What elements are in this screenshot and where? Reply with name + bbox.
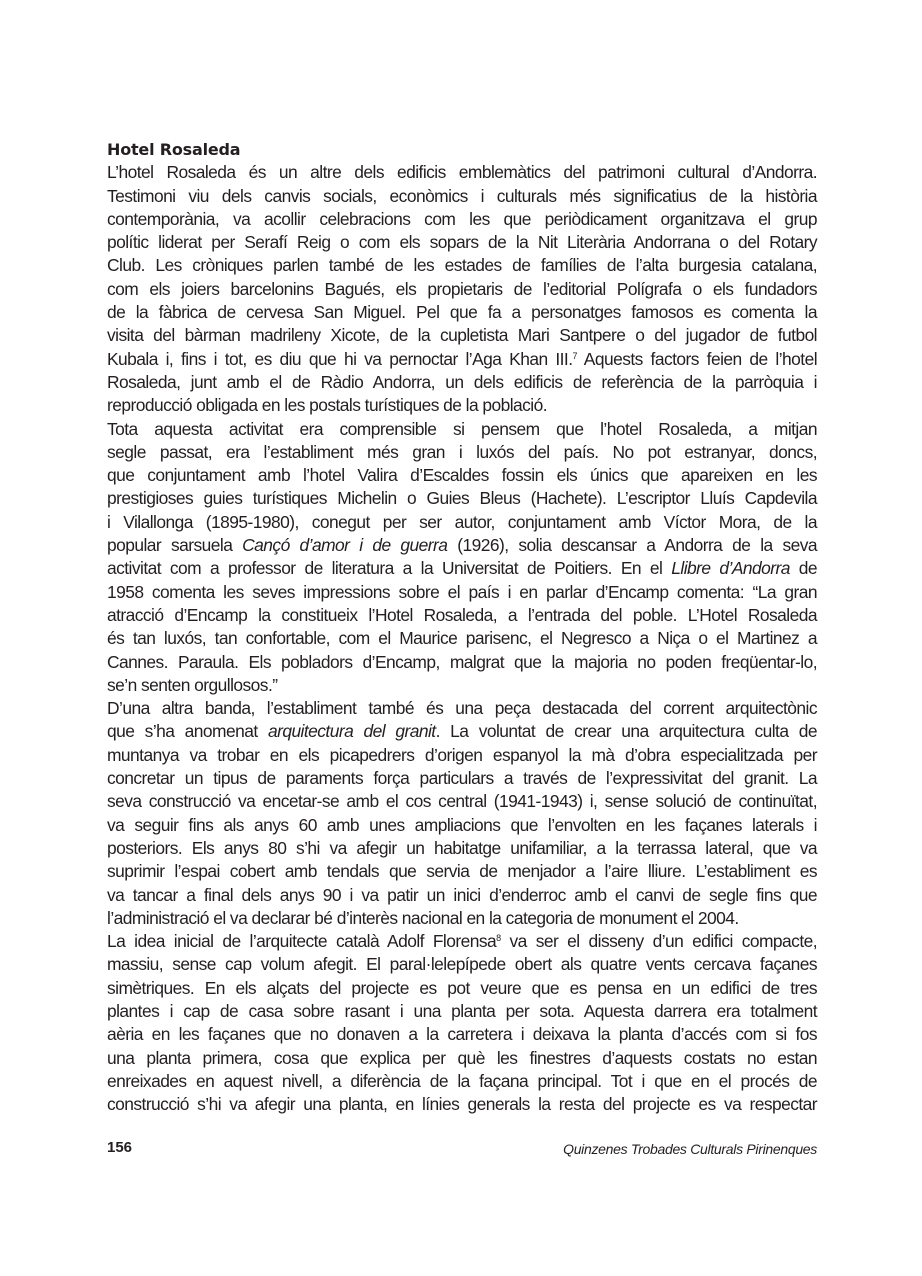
text-line: L’hotel Rosaleda és un altre dels edificis emblemàtics del patrimoni cultural d’Andorra. (107, 162, 817, 183)
text-line: muntanya va trobar en els picapedrers d’origen espanyol la mà d’obra especialitzada per (107, 744, 817, 765)
text-run: La idea inicial de l’arquitecte català Adolf Florensa (107, 931, 497, 952)
text-line: Testimoni viu dels canvis socials, econòmics i culturals més significatius de la història (107, 185, 817, 206)
text-run: . La voluntat de crear una arquitectura culta de (435, 721, 817, 742)
text-line: prestigioses guies turístiques Michelin o Guies Bleus (Hachete). L’escriptor Lluís Capdevila (107, 488, 817, 509)
text-line: Cannes. Paraula. Els pobladors d’Encamp, malgrat que la majoria no poden freqüentar-lo, (107, 651, 817, 672)
text-line: atracció d’Encamp la constitueix l’Hotel Rosaleda, a l’entrada del poble. L’Hotel Rosaleda (107, 604, 817, 625)
text-line: que conjuntament amb l’hotel Valira d’Escaldes fossin els únics que apareixen en les (107, 465, 817, 486)
text-line: i Vilallonga (1895-1980), conegut per ser autor, conjuntament amb Víctor Mora, de la (107, 511, 817, 532)
text-run: Kubala i, fins i tot, es diu que hi va pernoctar l’Aga Khan III. (107, 348, 573, 369)
text-line: va tancar a final dels anys 90 i va patir un inici d’enderroc amb el canvi de segle fins que (107, 884, 817, 905)
italic-title: arquitectura del granit (267, 721, 436, 742)
page-footer (107, 1139, 817, 1163)
text-line (107, 720, 817, 743)
text-run: (1926), solia descansar a Andorra de la seva (447, 535, 818, 556)
text-line: D’una altra banda, l’establiment també és una peça destacada del corrent arquitectònic (107, 698, 817, 719)
publication-title: Quinzenes Trobades Culturals Pirinenques (563, 1141, 817, 1157)
footnote-ref[interactable]: 8 (496, 933, 501, 944)
text-line: construcció s’hi va afegir una planta, en línies generals la resta del projecte es va respectar (107, 1094, 817, 1115)
text-line: Club. Les cròniques parlen també de les estades de famílies de l’alta burgesia catalana, (107, 255, 817, 276)
italic-title: Cançó d’amor i de guerra (242, 535, 448, 556)
text-line: 1958 comenta les seves impressions sobre el país i en parlar d’Encamp comenta: “La gran (107, 581, 817, 602)
text-run: Aquests factors feien de l’hotel (576, 348, 818, 369)
text-line: va seguir fins als anys 60 amb unes ampliacions que l’envolten en les façanes laterals i (107, 814, 817, 835)
text-line: polític liderat per Serafí Reig o com els sopars de la Nit Literària Andorrana o del Rotary (107, 232, 817, 253)
text-line: com els joiers barcelonins Bagués, els propietaris de l’editorial Polígrafa o els fundadors (107, 278, 817, 299)
page-body (107, 138, 817, 1116)
body-text (107, 161, 817, 1116)
text-line: simètriques. En els alçats del projecte es pot veure que es pensa en un edifici de tres (107, 977, 817, 998)
italic-title: Llibre d’Andorra (671, 558, 790, 579)
text-run: va ser el disseny d’un edifici compacte, (500, 931, 817, 952)
text-line: posteriors. Els anys 80 s’hi va afegir un habitatge unifamiliar, a la terrassa lateral, que va (107, 837, 817, 858)
text-line: concretar un tipus de paraments força particulars a través de l’expressivitat del granit. La (107, 768, 817, 789)
page-number: 156 (107, 1139, 133, 1156)
text-line: reproducció obligada en les postals turístiques de la població. (107, 395, 548, 416)
text-line: aèria en les façanes que no donaven a la carretera i deixava la planta d’accés com si fos (107, 1024, 817, 1045)
text-run: de (789, 558, 817, 579)
text-line: segle passat, era l’establiment més gran i luxós del país. No pot estranyar, doncs, (107, 441, 817, 462)
text-line: seva construcció va encetar-se amb el cos central (1941-1943) i, sense solució de continuïtat, (107, 791, 817, 812)
text-line: plantes i cap de casa sobre rasant i una planta per sota. Aquesta darrera era totalment (107, 1000, 817, 1021)
text-line (107, 348, 817, 371)
text-line: de la fàbrica de cervesa San Miguel. Pel que fa a personatges famosos es comenta la (107, 302, 817, 323)
text-line: l’administració el va declarar bé d’interès nacional en la categoria de monument el 2004. (107, 907, 739, 928)
text-line: contemporània, va acollir celebracions com les que periòdicament organitzava el grup (107, 208, 817, 229)
text-line (107, 930, 817, 953)
text-run: popular sarsuela (107, 535, 243, 556)
text-line: se’n senten orgullosos.” (107, 674, 278, 695)
footnote-ref[interactable]: 7 (572, 350, 577, 361)
text-line: una planta primera, cosa que explica per què les finestres d’aquests costats no estan (107, 1047, 817, 1068)
text-run: que s’ha anomenat (107, 721, 268, 742)
text-line: enreixades en aquest nivell, a diferència de la façana principal. Tot i que en el procés de (107, 1070, 817, 1091)
text-run: activitat com a professor de literatura a la Universitat de Poitiers. En el (107, 558, 672, 579)
text-line: visita del bàrman madrileny Xicote, de la cupletista Mari Santpere o del jugador de futbol (107, 325, 817, 346)
section-title: Hotel Rosaleda (107, 140, 241, 159)
text-line: suprimir l’espai cobert amb tendals que servia de menjador a l’aire lliure. L’establiment es (107, 861, 817, 882)
text-line (107, 534, 817, 557)
text-line: és tan luxós, tan confortable, com el Maurice parisenc, el Negresco a Niça o el Martinez a (107, 628, 817, 649)
text-line: massiu, sense cap volum afegit. El paral·lelepípede obert als quatre vents cercava façanes (107, 954, 817, 975)
text-line: Tota aquesta activitat era comprensible si pensem que l’hotel Rosaleda, a mitjan (107, 418, 817, 439)
text-line (107, 557, 817, 580)
text-line: Rosaleda, junt amb el de Ràdio Andorra, un dels edificis de referència de la parròquia i (107, 371, 817, 392)
